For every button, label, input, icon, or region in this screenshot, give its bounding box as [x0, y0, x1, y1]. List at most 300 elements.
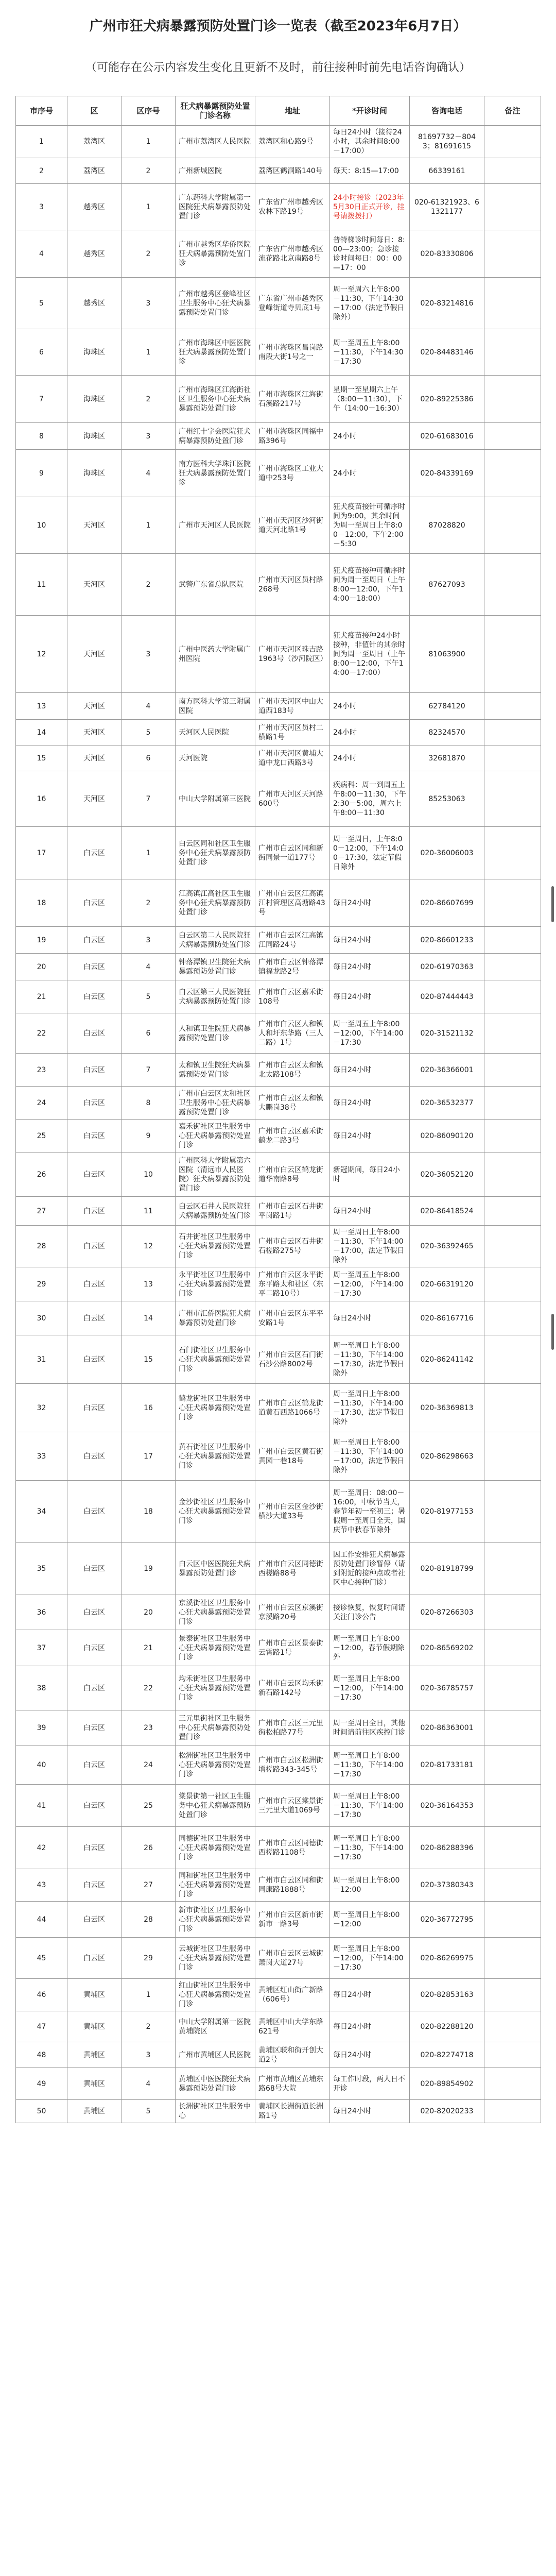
note-cell [484, 720, 541, 745]
clinic-name-cell: 钟落潭镇卫生院狂犬病暴露预防处置门诊 [176, 954, 255, 980]
district-cell: 白云区 [67, 1153, 121, 1197]
clinic-name-cell: 广州市海珠区中医医院狂犬病暴露预防处置门诊 [176, 329, 255, 376]
address-cell: 广州市白云区景泰街云霄路1号 [255, 1630, 330, 1666]
row-index-cell: 33 [16, 1432, 67, 1481]
note-cell [484, 1120, 541, 1153]
district-index-cell: 4 [121, 693, 176, 720]
note-cell [484, 954, 541, 980]
phone-cell: 020-89225386 [410, 376, 484, 423]
note-cell [484, 616, 541, 693]
district-index-cell: 3 [121, 2042, 176, 2068]
hours-cell: 新冠期间，每日24小时 [330, 1153, 410, 1197]
row-index-cell: 17 [16, 827, 67, 879]
district-index-cell: 4 [121, 450, 176, 497]
address-cell: 荔湾区鹤洞路140号 [255, 158, 330, 184]
row-index-cell: 37 [16, 1630, 67, 1666]
phone-cell: 020-31521132 [410, 1013, 484, 1054]
district-cell: 越秀区 [67, 278, 121, 329]
district-cell: 白云区 [67, 1481, 121, 1543]
row-index-cell: 29 [16, 1267, 67, 1301]
table-row [16, 2042, 541, 2068]
row-index-cell: 28 [16, 1226, 67, 1267]
table-row [16, 1432, 541, 1481]
district-index-cell: 8 [121, 1087, 176, 1120]
note-cell [484, 2011, 541, 2042]
row-index-cell: 38 [16, 1666, 67, 1710]
note-cell [484, 1197, 541, 1226]
clinic-name-cell: 石井街社区卫生服务中心狂犬病暴露预防处置门诊 [176, 1226, 255, 1267]
address-cell: 广州市天河区沙河街道天河北路1号 [255, 497, 330, 554]
phone-cell: 81063900 [410, 616, 484, 693]
address-cell: 黄埔区中山大学东路621号 [255, 2011, 330, 2042]
row-index-cell: 20 [16, 954, 67, 980]
address-cell: 广州市海珠区昌岗路南段大街1号之一 [255, 329, 330, 376]
address-cell: 广州市白云区石井街石槎路275号 [255, 1226, 330, 1267]
table-body [16, 126, 541, 2123]
district-index-cell: 6 [121, 1013, 176, 1054]
phone-cell: 020-82020233 [410, 2100, 484, 2123]
district-cell: 白云区 [67, 1120, 121, 1153]
phone-cell: 020-36532377 [410, 1087, 484, 1120]
row-index-cell: 1 [16, 126, 67, 158]
address-cell: 广州市白云区同德街西槎路88号 [255, 1543, 330, 1595]
district-index-cell: 7 [121, 1054, 176, 1087]
phone-cell: 020-36785757 [410, 1666, 484, 1710]
note-cell [484, 1226, 541, 1267]
row-index-cell: 22 [16, 1013, 67, 1054]
clinic-name-cell: 广州市越秀区华侨医院狂犬病暴露预防处置门诊 [176, 230, 255, 278]
district-cell: 白云区 [67, 879, 121, 927]
table-row [16, 1301, 541, 1335]
address-cell: 广州市白云区东平平安路1号 [255, 1301, 330, 1335]
hours-cell: 每工作时段，两人日不开诊 [330, 2068, 410, 2100]
district-cell: 越秀区 [67, 230, 121, 278]
note-cell [484, 1301, 541, 1335]
row-index-cell: 40 [16, 1745, 67, 1785]
clinic-name-cell: 武警广东省总队医院 [176, 554, 255, 616]
hours-cell: 周一至周日全日，其他时间请前往区疾控门诊 [330, 1710, 410, 1745]
table-row [16, 1087, 541, 1120]
table-row [16, 1666, 541, 1710]
district-index-cell: 25 [121, 1785, 176, 1827]
row-index-cell: 15 [16, 745, 67, 771]
phone-cell: 020-36392465 [410, 1226, 484, 1267]
clinic-name-cell: 白云区同和社区卫生服务中心狂犬病暴露预防处置门诊 [176, 827, 255, 879]
clinic-name-cell: 京溪街社区卫生服务中心狂犬病暴露预防处置门诊 [176, 1595, 255, 1630]
row-index-cell: 9 [16, 450, 67, 497]
phone-cell: 020-81918799 [410, 1543, 484, 1595]
note-cell [484, 1335, 541, 1384]
clinic-name-cell: 广州市汇侨医院狂犬病暴露预防处置门诊 [176, 1301, 255, 1335]
district-cell: 黄埔区 [67, 2011, 121, 2042]
clinic-name-cell: 黄埔区中医医院狂犬病暴露预防处置门诊 [176, 2068, 255, 2100]
district-index-cell: 2 [121, 230, 176, 278]
address-cell: 广州市白云区石门街石沙公路8002号 [255, 1335, 330, 1384]
row-index-cell: 11 [16, 554, 67, 616]
district-index-cell: 23 [121, 1710, 176, 1745]
phone-cell: 020-36052120 [410, 1153, 484, 1197]
district-cell: 白云区 [67, 1710, 121, 1745]
district-index-cell: 26 [121, 1827, 176, 1869]
hours-cell: 接诊恢复，恢复时间请关注门诊公告 [330, 1595, 410, 1630]
table-row [16, 2068, 541, 2100]
document-subtitle: （可能存在公示内容发生变化且更新不及时，前往接种时前先电话咨询确认） [85, 61, 471, 74]
table-row [16, 927, 541, 954]
phone-cell: 020-36772795 [410, 1902, 484, 1938]
district-index-cell: 3 [121, 423, 176, 450]
hours-cell: 每日24小时 [330, 1979, 410, 2011]
phone-cell: 020-86418524 [410, 1197, 484, 1226]
address-cell: 广州市白云区太和镇大鹏岗38号 [255, 1087, 330, 1120]
table-row [16, 1595, 541, 1630]
note-cell [484, 1054, 541, 1087]
hours-cell: 疾病科：周一到周五上午8:00－11:30，下午2:30－5:00，周六上午8:00－11:30 [330, 771, 410, 827]
note-cell [484, 927, 541, 954]
hours-cell: 每日24小时 [330, 2011, 410, 2042]
row-index-cell: 46 [16, 1979, 67, 2011]
note-cell [484, 1630, 541, 1666]
hours-cell: 每日24小时 [330, 954, 410, 980]
note-cell [484, 1013, 541, 1054]
row-index-cell: 41 [16, 1785, 67, 1827]
hours-cell: 周一至周日上午8:00－11:30，下午14:00－17:30，法定节假日除外 [330, 1335, 410, 1384]
district-index-cell: 22 [121, 1666, 176, 1710]
address-cell: 广州市白云区同和新街同景一道177号 [255, 827, 330, 879]
hours-cell: 因工作安排狂犬病暴露预防处置门诊暂停（请到附近的接种点或者社区中心接种门诊） [330, 1543, 410, 1595]
phone-cell: 020-84339169 [410, 450, 484, 497]
district-cell: 白云区 [67, 1666, 121, 1710]
table-row [16, 2011, 541, 2042]
phone-cell: 020-66319120 [410, 1267, 484, 1301]
note-cell [484, 278, 541, 329]
clinic-name-cell: 南方医科大学珠江医院狂犬病暴露预防处置门诊 [176, 450, 255, 497]
clinic-name-cell: 广州新城医院 [176, 158, 255, 184]
clinic-name-cell: 天河医院 [176, 745, 255, 771]
district-cell: 天河区 [67, 745, 121, 771]
hours-cell: 狂犬疫苗接种24小时接种，非值针的其余时间为周一至周日（上午8:00－12:00，下午14:00－17:00） [330, 616, 410, 693]
note-cell [484, 1938, 541, 1979]
address-cell: 黄埔区长洲街道长洲路1号 [255, 2100, 330, 2123]
district-cell: 白云区 [67, 1827, 121, 1869]
address-cell: 广州市白云区钟落潭镇福龙路2号 [255, 954, 330, 980]
phone-cell: 020-36366001 [410, 1054, 484, 1087]
row-index-cell: 44 [16, 1902, 67, 1938]
scrollbar-thumb[interactable] [551, 1314, 554, 1350]
table-row [16, 230, 541, 278]
district-cell: 荔湾区 [67, 126, 121, 158]
district-cell: 白云区 [67, 1543, 121, 1595]
table-row [16, 1710, 541, 1745]
district-index-cell: 5 [121, 980, 176, 1013]
row-index-cell: 10 [16, 497, 67, 554]
note-cell [484, 2068, 541, 2100]
address-cell: 广州市白云区新市街新市一路3号 [255, 1902, 330, 1938]
district-cell: 白云区 [67, 927, 121, 954]
phone-cell: 87627093 [410, 554, 484, 616]
phone-cell: 020-86241142 [410, 1335, 484, 1384]
table-row [16, 1979, 541, 2011]
district-index-cell: 2 [121, 158, 176, 184]
note-cell [484, 1481, 541, 1543]
note-cell [484, 230, 541, 278]
address-cell: 广州市白云区均禾街新石路142号 [255, 1666, 330, 1710]
table-row [16, 720, 541, 745]
phone-cell: 32681870 [410, 745, 484, 771]
note-cell [484, 376, 541, 423]
clinic-name-cell: 白云区中医医院狂犬病暴露预防处置门诊 [176, 1543, 255, 1595]
hours-cell: 24小时 [330, 720, 410, 745]
note-cell [484, 1267, 541, 1301]
table-row [16, 497, 541, 554]
district-cell: 白云区 [67, 1432, 121, 1481]
hours-cell: 24小时 [330, 745, 410, 771]
phone-cell: 020-86298663 [410, 1432, 484, 1481]
row-index-cell: 26 [16, 1153, 67, 1197]
table-row [16, 1481, 541, 1543]
phone-cell: 020-83330806 [410, 230, 484, 278]
row-index-cell: 39 [16, 1710, 67, 1745]
note-cell [484, 980, 541, 1013]
district-index-cell: 16 [121, 1384, 176, 1432]
clinic-name-cell: 广州市海珠区江海街社区卫生服务中心狂犬病暴露预防处置门诊 [176, 376, 255, 423]
district-cell: 黄埔区 [67, 2042, 121, 2068]
hours-cell: 周一至周日上午8:00－11:30，下午14:00－17:30 [330, 1745, 410, 1785]
district-index-cell: 11 [121, 1197, 176, 1226]
row-index-cell: 12 [16, 616, 67, 693]
header-cell: *开诊时间 [330, 96, 410, 126]
table-row [16, 1938, 541, 1979]
note-cell [484, 497, 541, 554]
district-index-cell: 2 [121, 879, 176, 927]
row-index-cell: 25 [16, 1120, 67, 1153]
address-cell: 广州市天河区黄埔大道中龙口西路3号 [255, 745, 330, 771]
address-cell: 广州市白云区云城街萧岗大道27号 [255, 1938, 330, 1979]
note-cell [484, 827, 541, 879]
district-index-cell: 1 [121, 184, 176, 230]
hours-cell: 周一至周日，上午8:00－12:00，下午14:00－17:30，法定节假日除外 [330, 827, 410, 879]
address-cell: 广州市白云区永平街东平路太和社区（东平二路10号） [255, 1267, 330, 1301]
phone-cell: 020-86607699 [410, 879, 484, 927]
table-row [16, 1902, 541, 1938]
phone-cell: 020-36006003 [410, 827, 484, 879]
table-row [16, 1335, 541, 1384]
district-cell: 白云区 [67, 1938, 121, 1979]
row-index-cell: 35 [16, 1543, 67, 1595]
hours-cell: 每日24小时 [330, 879, 410, 927]
note-cell [484, 1869, 541, 1902]
row-index-cell: 18 [16, 879, 67, 927]
hours-cell: 周一至周六上午8:00－11:30，下午14:30－17:00（法定节假日除外） [330, 278, 410, 329]
note-cell [484, 554, 541, 616]
table-row [16, 980, 541, 1013]
table-row [16, 954, 541, 980]
row-index-cell: 48 [16, 2042, 67, 2068]
hours-cell: 周一至周日上午8:00－12:00 [330, 1902, 410, 1938]
district-cell: 天河区 [67, 693, 121, 720]
hours-cell: 24小时 [330, 450, 410, 497]
phone-cell: 020-86569202 [410, 1630, 484, 1666]
address-cell: 广东省广州市越秀区农林下路19号 [255, 184, 330, 230]
row-index-cell: 42 [16, 1827, 67, 1869]
table-row [16, 1267, 541, 1301]
phone-cell: 020-82274718 [410, 2042, 484, 2068]
district-cell: 海珠区 [67, 450, 121, 497]
district-index-cell: 5 [121, 2100, 176, 2123]
district-cell: 白云区 [67, 1630, 121, 1666]
hours-cell: 狂犬疫苗接种可循序时间为周一至周日（上午8:00－12:00，下午14:00－18:00） [330, 554, 410, 616]
hours-cell: 每日24小时 [330, 2042, 410, 2068]
table-row [16, 329, 541, 376]
row-index-cell: 14 [16, 720, 67, 745]
table-header-row [16, 96, 541, 126]
clinic-name-cell: 云城街社区卫生服务中心狂犬病暴露预防处置门诊 [176, 1938, 255, 1979]
table-row [16, 1745, 541, 1785]
hours-cell: 每日24小时（接待24小时，其余时间8:00－17:00） [330, 126, 410, 158]
phone-cell: 020-86363001 [410, 1710, 484, 1745]
district-cell: 白云区 [67, 1013, 121, 1054]
row-index-cell: 24 [16, 1087, 67, 1120]
row-index-cell: 8 [16, 423, 67, 450]
note-cell [484, 879, 541, 927]
phone-cell: 82324570 [410, 720, 484, 745]
clinic-name-cell: 中山大学附属第三医院 [176, 771, 255, 827]
table-row [16, 126, 541, 158]
table-row [16, 1630, 541, 1666]
phone-cell: 020-87444443 [410, 980, 484, 1013]
table-row [16, 616, 541, 693]
note-cell [484, 1710, 541, 1745]
address-cell: 广州市黄埔区黄埔东路68号大院 [255, 2068, 330, 2100]
district-cell: 白云区 [67, 1054, 121, 1087]
phone-cell: 020-82853163 [410, 1979, 484, 2011]
district-index-cell: 20 [121, 1595, 176, 1630]
district-index-cell: 3 [121, 927, 176, 954]
hours-cell: 24小时 [330, 693, 410, 720]
district-cell: 海珠区 [67, 423, 121, 450]
district-cell: 白云区 [67, 1226, 121, 1267]
district-cell: 天河区 [67, 771, 121, 827]
address-cell: 广州市白云区鹤龙街道华南路8号 [255, 1153, 330, 1197]
district-index-cell: 2 [121, 2011, 176, 2042]
district-cell: 黄埔区 [67, 2068, 121, 2100]
phone-cell: 020-87266303 [410, 1595, 484, 1630]
clinic-name-cell: 广州市黄埔区人民医院 [176, 2042, 255, 2068]
hours-cell: 周一至周五上午8:00－11:30，下午14:30－17:30 [330, 329, 410, 376]
phone-cell: 020-83214816 [410, 278, 484, 329]
row-index-cell: 13 [16, 693, 67, 720]
table-row [16, 693, 541, 720]
clinic-name-cell: 广州市白云区太和社区卫生服务中心狂犬病暴露预防处置门诊 [176, 1087, 255, 1120]
clinic-name-cell: 白云区第三人民医院狂犬病暴露预防处置门诊 [176, 980, 255, 1013]
clinic-name-cell: 长洲街社区卫生服务中心 [176, 2100, 255, 2123]
district-index-cell: 9 [121, 1120, 176, 1153]
note-cell [484, 2042, 541, 2068]
row-index-cell: 47 [16, 2011, 67, 2042]
table-row [16, 1054, 541, 1087]
row-index-cell: 5 [16, 278, 67, 329]
hours-cell: 普特梯诊时间每日：8:00—23:00；急诊接诊时间每日：00：00—17：00 [330, 230, 410, 278]
row-index-cell: 2 [16, 158, 67, 184]
district-cell: 海珠区 [67, 329, 121, 376]
address-cell: 黄埔区联和街开创大道2号 [255, 2042, 330, 2068]
note-cell [484, 126, 541, 158]
row-index-cell: 7 [16, 376, 67, 423]
clinic-name-cell: 天河区人民医院 [176, 720, 255, 745]
note-cell [484, 184, 541, 230]
district-cell: 白云区 [67, 827, 121, 879]
table-row [16, 1153, 541, 1197]
phone-cell: 62784120 [410, 693, 484, 720]
district-cell: 黄埔区 [67, 1979, 121, 2011]
clinic-name-cell: 太和镇卫生院狂犬病暴露预防处置门诊 [176, 1054, 255, 1087]
clinic-name-cell: 白云区第二人民医院狂犬病暴露预防处置门诊 [176, 927, 255, 954]
hours-cell: 周一至周日上午8:00－11:30，下午14:00－17:30，法定节假日除外 [330, 1384, 410, 1432]
note-cell [484, 1543, 541, 1595]
address-cell: 广州市海珠区同福中路396号 [255, 423, 330, 450]
phone-cell: 020-36164353 [410, 1785, 484, 1827]
note-cell [484, 1827, 541, 1869]
scrollbar-thumb[interactable] [551, 886, 554, 922]
district-index-cell: 27 [121, 1869, 176, 1902]
phone-cell: 020-37380343 [410, 1869, 484, 1902]
table-row [16, 1785, 541, 1827]
row-index-cell: 30 [16, 1301, 67, 1335]
district-index-cell: 2 [121, 554, 176, 616]
phone-cell: 020-86167716 [410, 1301, 484, 1335]
district-index-cell: 28 [121, 1902, 176, 1938]
district-cell: 白云区 [67, 1745, 121, 1785]
clinic-name-cell: 金沙街社区卫生服务中心狂犬病暴露预防处置门诊 [176, 1481, 255, 1543]
phone-cell: 020-81977153 [410, 1481, 484, 1543]
header-cell: 备注 [484, 96, 541, 126]
district-index-cell: 4 [121, 954, 176, 980]
clinic-name-cell: 白云区石井人民医院狂犬病暴露预防处置门诊 [176, 1197, 255, 1226]
phone-cell: 66339161 [410, 158, 484, 184]
address-cell: 广州市白云区松洲街增槎路343-345号 [255, 1745, 330, 1785]
district-cell: 天河区 [67, 616, 121, 693]
note-cell [484, 423, 541, 450]
clinic-name-cell: 广东药科大学附属第一医院狂犬病暴露预防处置门诊 [176, 184, 255, 230]
phone-cell: 020-86269975 [410, 1938, 484, 1979]
phone-cell: 020-86090120 [410, 1120, 484, 1153]
address-cell: 广州市天河区员村路268号 [255, 554, 330, 616]
clinic-name-cell: 黄石街社区卫生服务中心狂犬病暴露预防处置门诊 [176, 1432, 255, 1481]
district-index-cell: 4 [121, 2068, 176, 2100]
note-cell [484, 158, 541, 184]
row-index-cell: 6 [16, 329, 67, 376]
clinic-table [15, 96, 541, 2123]
clinic-name-cell: 同和街社区卫生服务中心狂犬病暴露预防处置门诊 [176, 1869, 255, 1902]
district-index-cell: 13 [121, 1267, 176, 1301]
table-row [16, 423, 541, 450]
address-cell: 广州市白云区嘉禾街108号 [255, 980, 330, 1013]
hours-cell: 周一至周日上午8:00－11:30，下午14:00－17:30 [330, 1785, 410, 1827]
clinic-name-cell: 广州医科大学附属第六医院（清远市人民医院）狂犬病暴露预防处置门诊 [176, 1153, 255, 1197]
district-index-cell: 2 [121, 376, 176, 423]
phone-cell: 020-82288120 [410, 2011, 484, 2042]
address-cell: 广州市白云区黄石街黄园一巷18号 [255, 1432, 330, 1481]
clinic-name-cell: 永平街社区卫生服务中心狂犬病暴露预防处置门诊 [176, 1267, 255, 1301]
phone-cell: 020-84483146 [410, 329, 484, 376]
clinic-name-cell: 鹤龙街社区卫生服务中心狂犬病暴露预防处置门诊 [176, 1384, 255, 1432]
hours-cell: 狂犬疫苗接针可循序时间为9:00，其余时间为周一至周日上午8:00－12:00，下午2:00－5:30 [330, 497, 410, 554]
table-row [16, 158, 541, 184]
table-row [16, 771, 541, 827]
district-index-cell: 14 [121, 1301, 176, 1335]
phone-cell: 87028820 [410, 497, 484, 554]
clinic-name-cell: 江高镇江高社区卫生服务中心狂犬病暴露预防处置门诊 [176, 879, 255, 927]
table-row [16, 879, 541, 927]
